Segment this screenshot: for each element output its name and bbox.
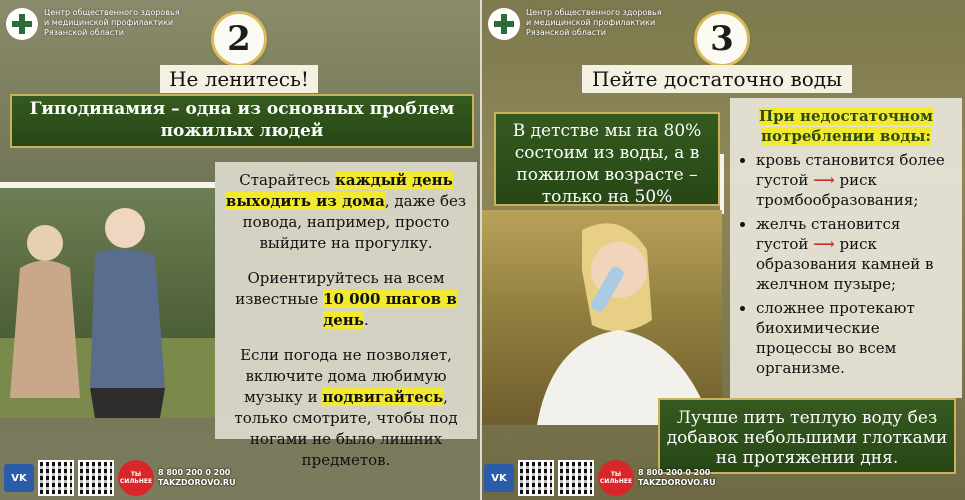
org-name-line-1: Центр общественного здоровья	[44, 8, 180, 17]
qr-code-icon-2	[558, 460, 594, 496]
qr-code-icon-2	[78, 460, 114, 496]
footer	[484, 460, 716, 496]
arrow-icon: ⟶	[813, 171, 835, 189]
tip-banner: Лучше пить теплую воду без добавок небольшими глотками на протяжении дня.	[658, 398, 956, 474]
panel-3	[482, 0, 965, 500]
dancing-couple-illustration	[0, 188, 215, 418]
org-name	[526, 8, 666, 38]
qr-code-icon	[38, 460, 74, 496]
org-name-line-2: и медицинской профилактики	[526, 18, 656, 27]
fact-banner: В детстве мы на 80% состоим из воды, а в пожилом возрасте – только на 50%	[494, 112, 720, 206]
list-item-bile: • желчь становится густой ⟶ риск образования камней в желчном пузыре;	[756, 214, 956, 294]
cross-icon	[6, 8, 38, 40]
cross-icon	[488, 8, 520, 40]
list-title: При недостаточном потреблении воды:	[759, 107, 933, 145]
woman-drinking-illustration	[482, 210, 722, 425]
hotline-site: TAKZDOROVO.RU	[158, 478, 236, 487]
org-name-line-1: Центр общественного здоровья	[526, 8, 662, 17]
hotline	[158, 468, 236, 488]
vk-icon[interactable]: VK	[484, 464, 514, 492]
hotline-phone: 8 800 200 0 200	[638, 468, 711, 477]
brand-logo: ТЫ СИЛЬНЕЕ	[598, 460, 634, 496]
effects-list	[730, 98, 962, 398]
list-item-processes: • сложнее протекают биохимические процессы во всем организме.	[756, 298, 956, 378]
advice-paragraph-1: Старайтесь каждый день выходить из дома, даже без повода, например, просто выйдите на прогулку.	[225, 171, 467, 252]
hotline-phone: 8 800 200 0 200	[158, 468, 231, 477]
org-logo	[488, 8, 666, 40]
couple-photo	[0, 188, 215, 418]
frame-line	[720, 154, 724, 214]
panel-2	[0, 0, 480, 500]
org-name	[44, 8, 184, 38]
footer	[4, 460, 236, 496]
qr-code-icon	[518, 460, 554, 496]
advice-paragraph-3: Если погода не позволяет, включите дома любимую музыку и подвигайтесь, только смотрите, чтобы под ногами не было лишних предметов.	[234, 346, 458, 469]
brand-logo: ТЫ СИЛЬНЕЕ	[118, 460, 154, 496]
advice-paragraph-2: Ориентируйтесь на всем известные 10 000 шагов в день.	[235, 269, 457, 329]
woman-drinking-photo	[482, 210, 722, 425]
list-item-blood: • кровь становится более густой ⟶ риск тромбообразования;	[756, 150, 956, 210]
intro-banner: Гиподинамия – одна из основных проблем пожилых людей	[10, 94, 474, 148]
org-name-line-2: и медицинской профилактики	[44, 18, 174, 27]
org-logo	[6, 8, 184, 40]
panel-title: Не ленитесь!	[160, 65, 318, 93]
step-number: 3	[697, 14, 747, 64]
arrow-icon: ⟶	[813, 235, 835, 253]
hotline-site: TAKZDOROVO.RU	[638, 478, 716, 487]
hotline	[638, 468, 716, 488]
highlight-every-day: каждый день выходить из дома	[225, 171, 453, 210]
step-number: 2	[214, 14, 264, 64]
panel-title: Пейте достаточно воды	[582, 65, 852, 93]
highlight-move: подвигайтесь	[322, 388, 444, 406]
vk-icon[interactable]: VK	[4, 464, 34, 492]
org-name-line-3: Рязанской области	[44, 28, 124, 37]
advice-text	[215, 162, 477, 469]
highlight-steps: 10 000 шагов в день	[323, 290, 457, 329]
org-name-line-3: Рязанской области	[526, 28, 606, 37]
